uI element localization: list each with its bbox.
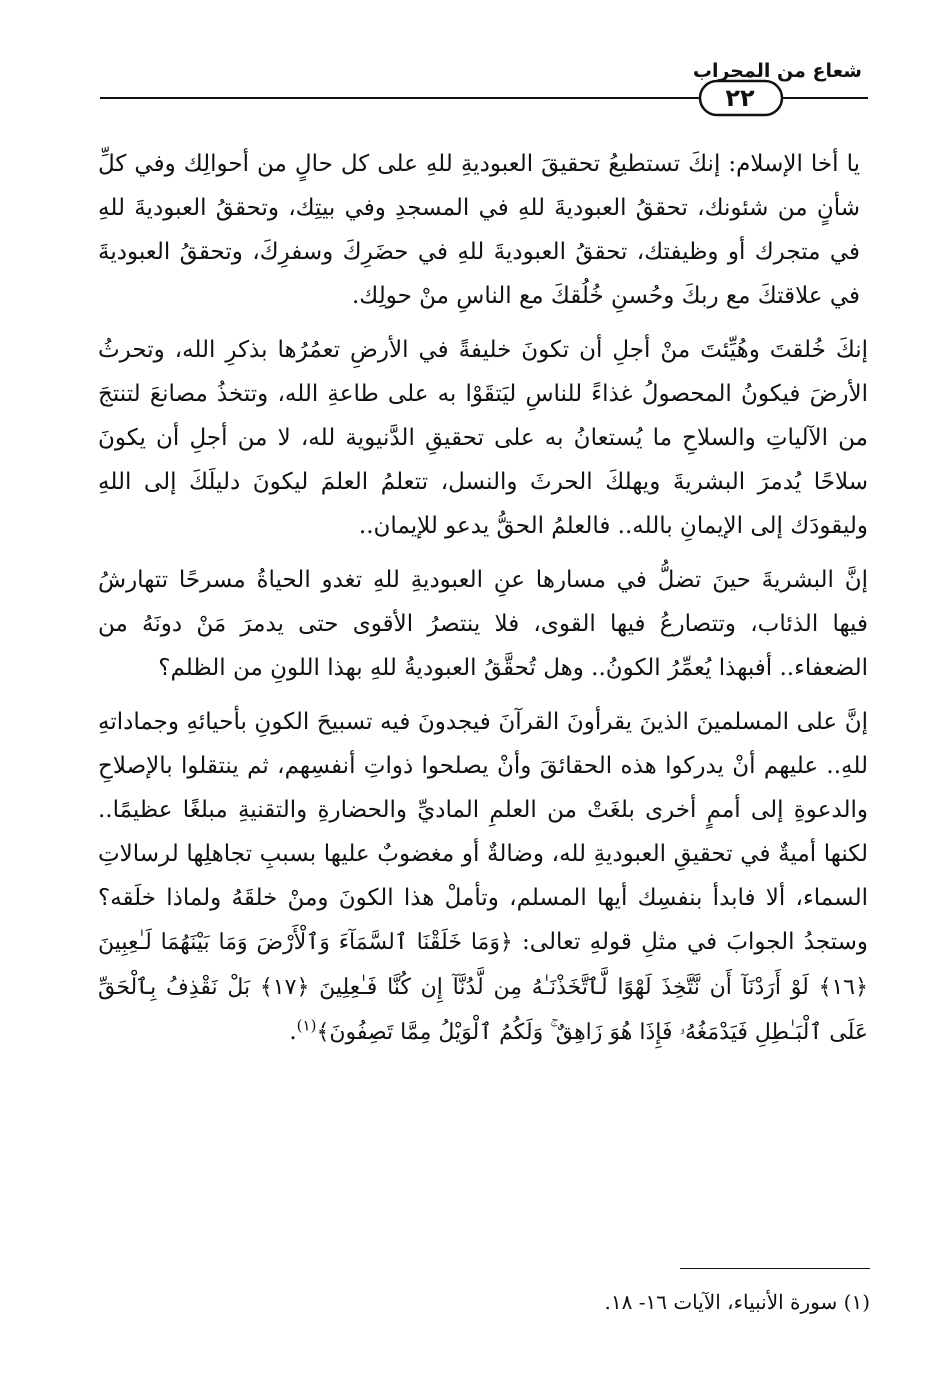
paragraph-3: إنَّ البشريةَ حينَ تضلُّ في مسارها عنِ العبوديةِ للهِ تغدو الحياةُ مسرحًا تتهارشُ فيها الذئاب، وتتصارعُ فيها القوى، فلا ينتصرُ الأقوى حتى يدمرَ مَنْ دونَهُ من الضعفاء.. أفبهذا يُعمِّرُ الكونُ.. وهل تُحقَّقُ العبوديةُ للهِ بهذا اللونِ من الظلم؟ [98,567,868,681]
footnote-marker: (١) [296,1016,317,1035]
footnote: (١) سورة الأنبياء، الآيات ١٦- ١٨. [604,1290,870,1314]
paragraph-2: إنكَ خُلقتَ وهُيِّئتَ منْ أجلِ أن تكونَ خليفةً في الأرضِ تعمُرُها بذكرِ الله، وتحرثُ الأرضَ فيكونُ المحصولُ غذاءً للناسِ ليَتقَوْا به على طاعةِ الله، وتتخذُ مصانعَ لتنتجَ من الآلياتِ والسلاحِ ما يُستعانُ به على تحقيقِ الدَّنيوية لله، لا من أجلِ أن يكونَ سلاحًا يُدمرَ البشريةَ ويهلكَ الحرثَ والنسل، تتعلمُ العلمَ ليكونَ دليلَكَ إلى اللهِ وليقودَك إلى الإيمانِ بالله.. فالعلمُ الحقُّ يدعو للإيمان.. [98,337,869,539]
footnote-divider [680,1268,870,1269]
paragraph-4-text: إنَّ على المسلمينَ الذينَ يقرأونَ القرآنَ فيجدونَ فيه تسبيحَ الكونِ بأحيائهِ وجماداتهِ للهِ.. عليهم أنْ يدركوا هذه الحقائقَ وأنْ يصلحوا ذواتِ أنفسِهم، ثم ينتقلوا بالإصلاحِ والدعوةِ إلى أممٍ أخرى بلغَتْ من العلمِ الماديِّ والحضارةِ والتقنيةِ مبلغًا عظيمًا.. لكنها أميةٌ في تحقيقِ العبوديةِ لله، وضالةٌ أو مغضوبٌ عليها بسببِ تجاهلِها لرسالاتِ السماء، ألا فابدأ بنفسِك أيها المسلم، وتأملْ هذا الكونَ ومنْ خلقَهُ ولماذا خلَقه؟ وستجدُ الجوابَ في مثلِ قولهِ تعالى: [98,709,868,955]
page-number: ٢٢ [725,84,755,112]
paragraph-1: يا أخا الإسلام: إنكَ تستطيعُ تحقيقَ العبوديةِ للهِ على كل حالٍ من أحوالِك وفي كلِّ شأنٍ من شئونك، تحققُ العبوديةَ للهِ في المسجدِ وفي بيتِك، وتحققُ العبوديةَ للهِ في متجرك أو وظيفتك، تحققُ العبوديةَ للهِ في حضَرِكَ وسفرِكَ، وتحققُ العبوديةَ في علاقتكَ مع ربكَ وحُسنِ خُلُقكَ مع الناسِ منْ حولِك. [98,151,860,309]
quran-verse: ﴿وَمَا خَلَقْنَا ٱلسَّمَآءَ وَٱلْأَرْضَ وَمَا بَيْنَهُمَا لَـٰعِبِينَ ﴿١٦﴾ لَوْ أَرَدْنَآ أَن نَّتَّخِذَ لَهْوًا لَّٱتَّخَذْنَـٰهُ مِن لَّدُنَّآ إِن كُنَّا فَـٰعِلِينَ ﴿١٧﴾ بَلْ نَقْذِفُ بِٱلْحَقِّ عَلَى ٱلْبَـٰطِلِ فَيَدْمَغُهُۥ فَإِذَا هُوَ زَاهِقٌ ۚ وَلَكُمُ ٱلْوَيْلُ مِمَّا تَصِفُونَ﴾ [98,930,868,1045]
running-title: شعاع من المحراب [692,60,862,82]
main-text [98,142,868,1065]
paragraph-4: إنَّ على المسلمينَ الذينَ يقرأونَ القرآنَ فيجدونَ فيه تسبيحَ الكونِ بأحيائهِ وجماداتهِ للهِ.. عليهم أنْ يدركوا هذه الحقائقَ وأنْ يصلحوا ذواتِ أنفسِهم، ثم ينتقلوا بالإصلاحِ والدعوةِ إلى أممٍ أخرى بلغَتْ من العلمِ الماديِّ والحضارةِ والتقنيةِ مبلغًا عظيمًا.. لكنها أميةٌ في تحقيقِ العبوديةِ لله، وضالةٌ أو مغضوبٌ عليها بسببِ تجاهلِها لرسالاتِ السماء، ألا فابدأ بنفسِك أيها المسلم، وتأملْ هذا الكونَ ومنْ خلقَهُ ولماذا خلَقه؟ وستجدُ الجوابَ في مثلِ قولهِ تعالى: ﴿وَمَا خَلَقْنَا ٱلسَّمَآءَ وَٱلْأَرْضَ وَمَا بَيْنَهُمَا لَـٰعِبِينَ ﴿١٦﴾ لَوْ أَرَدْنَآ أَن نَّتَّخِذَ لَهْوًا لَّٱتَّخَذْنَـٰهُ مِن لَّدُنَّآ إِن كُنَّا فَـٰعِلِينَ ﴿١٧﴾ بَلْ نَقْذِفُ بِٱلْحَقِّ عَلَى ٱلْبَـٰطِلِ فَيَدْمَغُهُۥ فَإِذَا هُوَ زَاهِقٌ ۚ وَلَكُمُ ٱلْوَيْلُ مِمَّا تَصِفُونَ﴾$^{(١)}$. [98,709,868,1045]
